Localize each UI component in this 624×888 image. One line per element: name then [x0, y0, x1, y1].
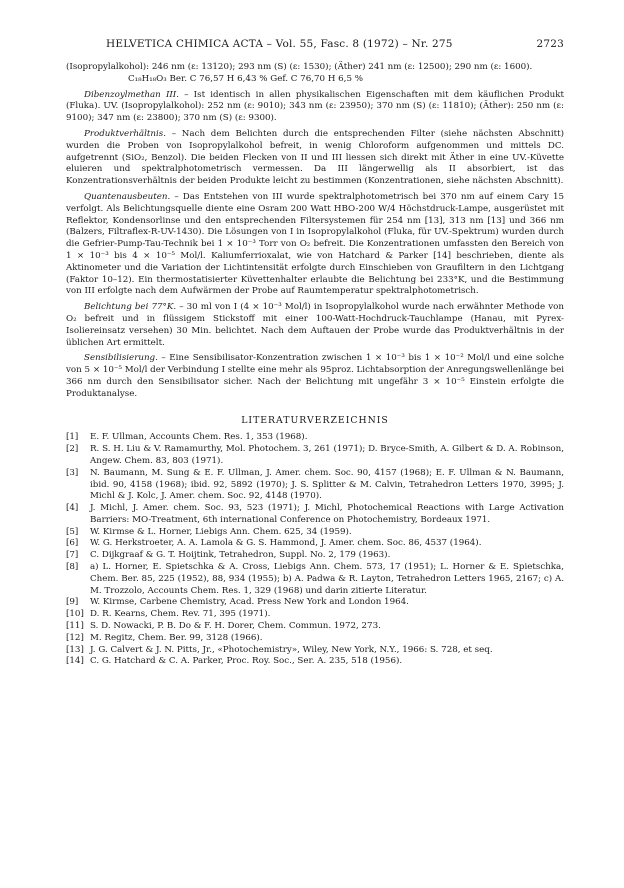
- reference-item: [66, 656, 564, 668]
- reference-item: [66, 633, 564, 645]
- reference-text: J. Michl, J. Amer. chem. Soc. 93, 523 (1971); J. Michl, Photochemical Reactions with Large Activation Barriers: MO-Treatment, 6th international Conference on Photochemistry, Bordeaux 1971.: [90, 503, 564, 525]
- reference-text: S. D. Nowacki, P. B. Do & F. H. Dorer, Chem. Commun. 1972, 273.: [90, 621, 381, 632]
- reference-item: [66, 432, 564, 444]
- journal-title: HELVETICA CHIMICA ACTA – Vol. 55, Fasc. 8 (1972) – Nr. 275: [106, 38, 453, 50]
- reference-number: [14]: [66, 656, 84, 667]
- reference-item: [66, 503, 564, 527]
- section-text: – 30 ml von I (4 × 10⁻³ Mol/l) in Isopropylalkohol wurde nach erwähnter Methode von O₂ befreit und in flüssigem Stickstoff mit einer 100-Watt-Hochdruck-Tauchlampe (Hanau, mit Pyrex-Isoliereinsatz versehen) 30 Min. belichtet. Nach dem Auftauen der Probe wurde das Produktverhältnis in der üblichen Art ermittelt.: [66, 302, 564, 348]
- reference-item: [66, 444, 564, 468]
- reference-number: [7]: [66, 550, 79, 561]
- reference-item: [66, 538, 564, 550]
- section-label: Quantenausbeuten.: [84, 191, 171, 202]
- reference-item: [66, 621, 564, 633]
- page-number: 2723: [536, 38, 564, 50]
- section-produktverhaeltnis: [66, 129, 564, 188]
- reference-number: [2]: [66, 444, 79, 455]
- reference-text: D. R. Kearns, Chem. Rev. 71, 395 (1971).: [90, 609, 271, 620]
- uv-data-paragraph: (Isopropylalkohol): 246 nm (ε: 13120); 293 nm (S) (ε: 1530); (Äther) 241 nm (ε: 12500); 290 nm (ε: 1600).: [66, 62, 533, 72]
- reference-number: [10]: [66, 609, 84, 620]
- elemental-analysis-line: C₁₈H₁₈O₃ Ber. C 76,57 H 6,43 % Gef. C 76,70 H 6,5 %: [128, 73, 363, 84]
- section-text: – Das Entstehen von III wurde spektralphotometrisch bei 370 nm auf einem Cary 15 verfolgt. Als Belichtungsquelle diente eine Osram 200 Watt HBO-200 W/4 Höchstdruck-Lampe, ausgerüstet mit Reflektor, Kondensorlinse und den entsprechenden Filtersystemen für 254 nm [13], 313 nm [13] und 366 nm (Balzers, Filtraflex-R-UV-1430). Die Lösungen von I in Isopropylalkohol (Fluka, für UV.-Spektrum) wurden durch die Gefrier-Pump-Tau-Technik bei 1 × 10⁻³ Torr von O₂ befreit. Die Konzentrationen umfassten den Bereich von 1 × 10⁻³ bis 4 × 10⁻⁵ Mol/l. Kaliumferrioxalat, wie von Hatchard & Parker [14] beschrieben, diente als Aktinometer und die Variation der Lichtintensität erfolgte durch Einschieben von Graufiltern in den Lichtgang (Faktor 10–12). Ein thermostatisierter Küvettenhalter erlaubte die Belichtung bei 233°K, und die Bestimmung von III erfolgte nach dem Aufwärmen der Probe auf Raumtemperatur spektralphotometrisch.: [66, 191, 564, 297]
- reference-number: [11]: [66, 621, 84, 632]
- article-body: [66, 62, 564, 668]
- reference-text: N. Baumann, M. Sung & E. F. Ullman, J. Amer. chem. Soc. 90, 4157 (1968); E. F. Ullman & N. Baumann, ibid. 90, 4158 (1968); ibid. 92, 5892 (1970); J. S. Splitter & M. Calvin, Tetrahedron Letters 1970, 3995; J. Michl & J. Kolc, J. Amer. chem. Soc. 92, 4148 (1970).: [90, 467, 564, 502]
- section-label: Sensibilisierung.: [84, 353, 158, 364]
- reference-item: [66, 527, 564, 539]
- reference-number: [12]: [66, 632, 84, 643]
- reference-number: [1]: [66, 432, 79, 443]
- section-dibenzoylmethan: [66, 90, 564, 125]
- section-quantenausbeuten: [66, 192, 564, 298]
- reference-number: [4]: [66, 503, 79, 514]
- reference-item: [66, 562, 564, 597]
- reference-text: C. G. Hatchard & C. A. Parker, Proc. Roy. Soc., Ser. A. 235, 518 (1956).: [90, 656, 403, 667]
- section-belichtung-77k: [66, 302, 564, 349]
- reference-text: M. Regitz, Chem. Ber. 99, 3128 (1966).: [90, 632, 263, 643]
- section-label: Dibenzoylmethan III.: [84, 89, 179, 100]
- reference-text: W. Kirmse & L. Horner, Liebigs Ann. Chem. 625, 34 (1959).: [90, 526, 352, 537]
- reference-text: a) L. Horner, E. Spietschka & A. Cross, Liebigs Ann. Chem. 573, 17 (1951); L. Horner & E. Spietschka, Chem. Ber. 85, 225 (1952), 88, 934 (1955); b) A. Padwa & R. Layton, Tetrahedron Letters 1965, 2167; c) A. M. Trozzolo, Accounts Chem. Res. 1, 329 (1968) und darin zitierte Literatur.: [90, 562, 564, 596]
- reference-number: [8]: [66, 562, 79, 573]
- reference-number: [13]: [66, 644, 84, 655]
- reference-item: [66, 597, 564, 609]
- reference-text: J. G. Calvert & J. N. Pitts, Jr., «Photochemistry», Wiley, New York, N.Y., 1966: S. 728, et seq.: [90, 644, 493, 655]
- section-sensibilisierung: [66, 353, 564, 400]
- reference-text: C. Dijkgraaf & G. T. Hoijtink, Tetrahedron, Suppl. No. 2, 179 (1963).: [90, 550, 391, 561]
- reference-number: [3]: [66, 467, 79, 478]
- section-text: – Eine Sensibilisator-Konzentration zwischen 1 × 10⁻³ bis 1 × 10⁻² Mol/l und eine solche von 5 × 10⁻⁵ Mol/l der Verbindung I stellte eine mehr als 95proz. Lichtabsorption der Anregungswellenlänge bei 366 nm durch den Sensibilisator sicher. Nach der Belichtung mit ungefähr 3 × 10⁻⁵ Einstein erfolgte die Produktanalyse.: [66, 353, 564, 399]
- reference-list: [66, 432, 564, 668]
- references-heading: LITERATURVERZEICHNIS: [241, 414, 389, 426]
- reference-text: R. S. H. Liu & V. Ramamurthy, Mol. Photochem. 3, 261 (1971); D. Bryce-Smith, A. Gilbert & D. A. Robinson, Angew. Chem. 83, 803 (1971).: [90, 444, 564, 466]
- section-label: Belichtung bei 77°K.: [84, 302, 177, 313]
- reference-item: [66, 645, 564, 657]
- reference-text: W. G. Herkstroeter, A. A. Lamola & G. S. Hammond, J. Amer. chem. Soc. 86, 4537 (1964).: [90, 538, 482, 549]
- reference-text: E. F. Ullman, Accounts Chem. Res. 1, 353 (1968).: [90, 432, 308, 443]
- section-label: Produktverhältnis.: [84, 128, 166, 139]
- reference-item: [66, 609, 564, 621]
- section-text: – Ist identisch in allen physikalischen Eigenschaften mit dem käuflichen Produkt (Fluka). UV. (Isopropylalkohol): 252 nm (ε: 9010); 343 nm (ε: 23950); 370 nm (S) (ε: 11810); (Äther): 250 nm (ε: 9100); 347 nm (ε: 23800); 370 nm (S) (ε: 9300).: [66, 89, 564, 124]
- section-text: – Nach dem Belichten durch die entsprechenden Filter (siehe nächsten Abschnitt) wurden die Proben von Isopropylalkohol befreit, in wenig Chloroform aufgenommen und mittels DC. aufgetrennt (SiO₂, Benzol). Die beiden Flecken von II und III liessen sich direkt mit Äther in eine UV.-Küvette eluieren und spektralphotometrisch vermessen. Da III längerwellig als II absorbiert, ist das Konzentrationsverhältnis der beiden Produkte leicht zu bestimmen (Konzentrationen, siehe nächsten Abschnitt).: [66, 128, 564, 187]
- reference-number: [6]: [66, 538, 79, 549]
- reference-text: W. Kirmse, Carbene Chemistry, Acad. Press New York and London 1964.: [90, 597, 409, 608]
- reference-item: [66, 550, 564, 562]
- reference-item: [66, 468, 564, 503]
- reference-number: [9]: [66, 597, 79, 608]
- reference-number: [5]: [66, 526, 79, 537]
